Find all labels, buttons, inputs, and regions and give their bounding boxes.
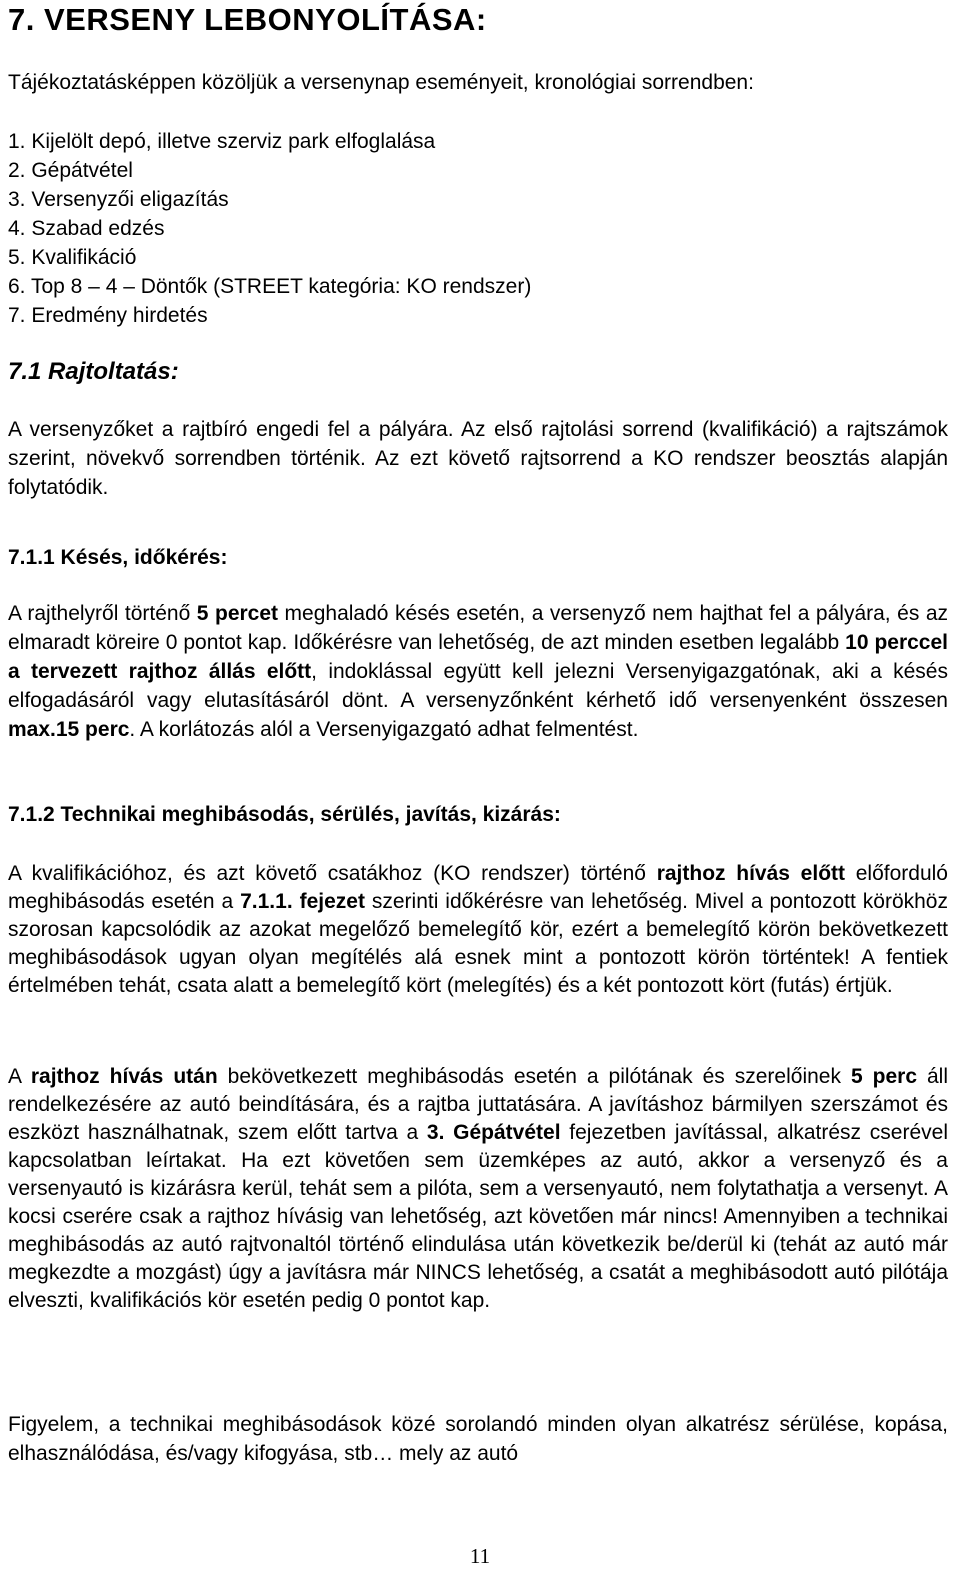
text-run: , indoklással együtt kell jelezni Versenyigazgatónak, aki a késés elfogadásáról vagy elutasításáról dönt. A versenyzőnként kérhető idő versenyenként összesen [8, 660, 948, 712]
text-run: . A korlátozás alól a Versenyigazgató adhat felmentést. [129, 718, 639, 741]
bold-text: 5 perc [850, 1065, 917, 1088]
list-item: 1. Kijelölt depó, illetve szerviz park elfoglalása [8, 130, 436, 153]
bold-text: 10 perccel a tervezett rajthoz állás előtt [8, 631, 948, 683]
subsection-title-7-1-2: 7.1.2 Technikai meghibásodás, sérülés, javítás, kizárás: [8, 803, 561, 826]
list-item: 4. Szabad edzés [8, 217, 165, 240]
paragraph-rajtoltatas: A versenyzőket a rajtbíró engedi fel a pályára. Az első rajtolási sorrend (kvalifikáció) a rajtszámok szerint, növekvő sorrendben történik. Az ezt követő rajtsorrend a KO rendszer beosztás alapján folytatódik. [8, 418, 948, 499]
paragraph-technikai-2 [8, 1063, 948, 1315]
subsection-title-7-1: 7.1 Rajtoltatás: [8, 358, 179, 385]
text-run: áll rendelkezésére az autó beindítására, és a rajtba juttatására. A javításhoz bármilyen szerszámot és eszközt használhatnak, szem előtt tartva a [8, 1065, 948, 1144]
bold-text: 5 percet [196, 602, 279, 625]
text-run: előforduló meghibásodás esetén a [8, 862, 948, 913]
text-run: A rajthelyről történő [8, 602, 197, 625]
list-item: 7. Eredmény hirdetés [8, 304, 208, 327]
text-run: A kvalifikációhoz, és azt követő csatákhoz (KO rendszer) történő [8, 862, 657, 885]
paragraph-figyelem: Figyelem, a technikai meghibásodások közé sorolandó minden olyan alkatrész sérülése, kopása, elhasználódása, és/vagy kifogyása, stb… mely az autó [8, 1413, 948, 1465]
text-run: bekövetkezett meghibásodás esetén a pilótának és szerelőinek [217, 1065, 851, 1088]
page-number: 11 [469, 1544, 491, 1568]
bold-text: rajthoz hívás előtt [656, 862, 846, 885]
bold-text: max.15 perc [8, 718, 130, 741]
paragraph-technikai-1 [8, 860, 948, 1000]
section-heading: 7. VERSENY LEBONYOLÍTÁSA: [8, 2, 487, 37]
intro-text: Tájékoztatásképpen közöljük a versenynap eseményeit, kronológiai sorrendben: [8, 71, 754, 94]
text-run: fejezetben javítással, alkatrész cserével kapcsolatban leírtakat. Ha ezt követően sem üzemképes az autó, akkor a versenyző és a versenyautó is kizárásra kerül, tehát sem a pilóta, sem a versenyautó, nem folytathatja a versenyt. A kocsi cserére csak a rajthoz hívásig van lehetőség, azt követően már nincs! Amennyiben a technikai meghibásodás az autó rajtvonaltól történő elindulása után következik be/derül ki (tehát az autó már megkezdte a mozgást) úgy a javításra már NINCS lehetőség, a csatát a meghibásodott autó pilótája elveszti, kvalifikációs kör esetén pedig 0 pontot kap. [8, 1121, 948, 1312]
text-run: A [8, 1065, 31, 1088]
bold-text: 7.1.1. fejezet [240, 890, 365, 913]
subsection-title-7-1-1: 7.1.1 Késés, időkérés: [8, 546, 228, 569]
list-item: 2. Gépátvétel [8, 159, 133, 182]
text-run: szerinti időkérésre van lehetőség. Mivel a pontozott körökhöz szorosan kapcsolódik az azokat megelőző bemelegítő kör, ezért a bemelegítő körön bekövetkezett meghibásodások ugyan olyan megítélés alá esnek mint a pontozott körön történtek! A fentiek értelmében tehát, csata alatt a bemelegítő kört (melegítés) és a két pontozott kört (futás) értjük. [8, 890, 948, 997]
list-item: 6. Top 8 – 4 – Döntők (STREET kategória: KO rendszer) [8, 275, 532, 298]
paragraph-keses [8, 599, 948, 744]
bold-text: 3. Gépátvétel [426, 1121, 561, 1144]
list-item: 3. Versenyzői eligazítás [8, 188, 229, 211]
events-list [8, 127, 531, 330]
list-item: 5. Kvalifikáció [8, 246, 137, 269]
bold-text: rajthoz hívás után [30, 1065, 218, 1088]
text-run: meghaladó késés esetén, a versenyző nem hajthat fel a pályára, és az elmaradt köreire 0 pontot kap. Időkérésre van lehetőség, de azt minden esetben legalább [8, 602, 949, 654]
